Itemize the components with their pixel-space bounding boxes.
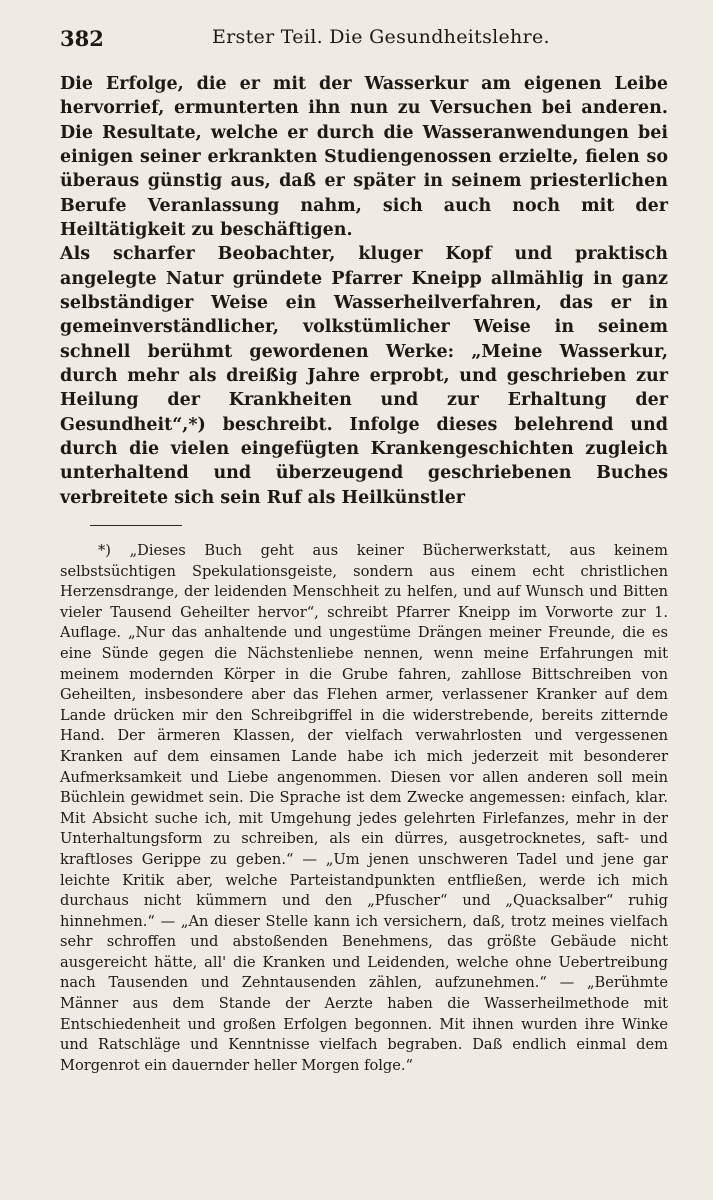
footnote	[60, 541, 668, 1076]
page-number: 382	[60, 26, 104, 51]
running-head: Erster Teil. Die Gesundheitslehre.	[212, 26, 550, 48]
footnote-text: *) „Dieses Buch geht aus keiner Bücherwerkstatt, aus keinem selbstsüchtigen Spekulationsgeiste, sondern aus einem echt christlichen Herzensdrange, der leidenden Menschheit zu helfen, und auf Wunsch und Bitten vieler Tausend Geheilter hervor“, schreibt Pfarrer Kneipp im Vorworte zur 1. Auflage. „Nur das anhaltende und ungestüme Drängen meiner Freunde, die es eine Sünde gegen die Nächstenliebe nennen, wenn meine Erfahrungen mit meinem modernden Körper in die Grube fahren, zahllose Bittschreiben von Geheilten, insbesondere aber das Flehen armer, verlassener Kranker auf dem Lande drücken mir den Schreibgriffel in die widerstrebende, bereits zitternde Hand. Der ärmeren Klassen, der vielfach verwahrlosten und vergessenen Kranken auf dem einsamen Lande habe ich mich jederzeit mit besonderer Aufmerksamkeit und Liebe angenommen. Diesen vor allen anderen soll mein Büchlein gewidmet sein. Die Sprache ist dem Zwecke angemessen: einfach, klar. Mit Absicht suche ich, mit Umgehung jedes gelehrten Firlefanzes, mehr in der Unterhaltungsform zu schreiben, als ein dürres, ausgetrocknetes, saft- und kraftloses Gerippe zu geben.“ — „Um jenen unschweren Tadel und jene gar leichte Kritik aber, welche Parteistandpunkten entfließen, werde ich mich durchaus nicht kümmern und den „Pfuscher“ und „Quacksalber“ ruhig hinnehmen.“ — „An dieser Stelle kann ich versichern, daß, trotz meines vielfach sehr schroffen und abstoßenden Benehmens, das größte Gebäude nicht ausgereicht hätte, all' die Kranken und Leidenden, welche ohne Uebertreibung nach Tausenden und Zehntausenden zählen, aufzunehmen.“ — „Berühmte Männer aus dem Stande der Aerzte haben die Wasserheilmethode mit Entschiedenheit und großen Erfolgen begonnen. Mit ihnen wurden ihre Winke und Ratschläge und Kenntnisse vielfach begraben. Daß endlich einmal dem Morgenrot ein dauernder heller Morgen folge.“	[60, 542, 668, 1074]
footnote-divider	[90, 525, 182, 526]
main-text	[60, 72, 668, 510]
body-paragraph-2: Als scharfer Beobachter, kluger Kopf und praktisch angelegte Natur gründete Pfarrer Kneipp allmählig in ganz selbständiger Weise ein Wasserheilverfahren, das er in gemeinverständlicher, volkstümlicher Weise in seinem schnell berühmt gewordenen Werke: „Meine Wasserkur, durch mehr als dreißig Jahre erprobt, und geschrieben zur Heilung der Krankheiten und zur Erhaltung der Gesundheit“,*) beschreibt. Infolge dieses belehrend und durch die vielen eingefügten Krankengeschichten zugleich unterhaltend und überzeugend geschriebenen Buches verbreitete sich sein Ruf als Heilkünstler	[60, 244, 668, 508]
body-paragraph-1: Die Erfolge, die er mit der Wasserkur am eigenen Leibe hervorrief, ermunterten ihn nun zu Versuchen bei anderen. Die Resultate, welche er durch die Wasseranwendungen bei einigen seiner erkrankten Studiengenossen erzielte, fielen so überaus günstig aus, daß er später in seinem priesterlichen Berufe Veranlassung nahm, sich auch noch mit der Heiltätigkeit zu beschäftigen.	[60, 74, 668, 240]
page-header	[60, 26, 665, 56]
